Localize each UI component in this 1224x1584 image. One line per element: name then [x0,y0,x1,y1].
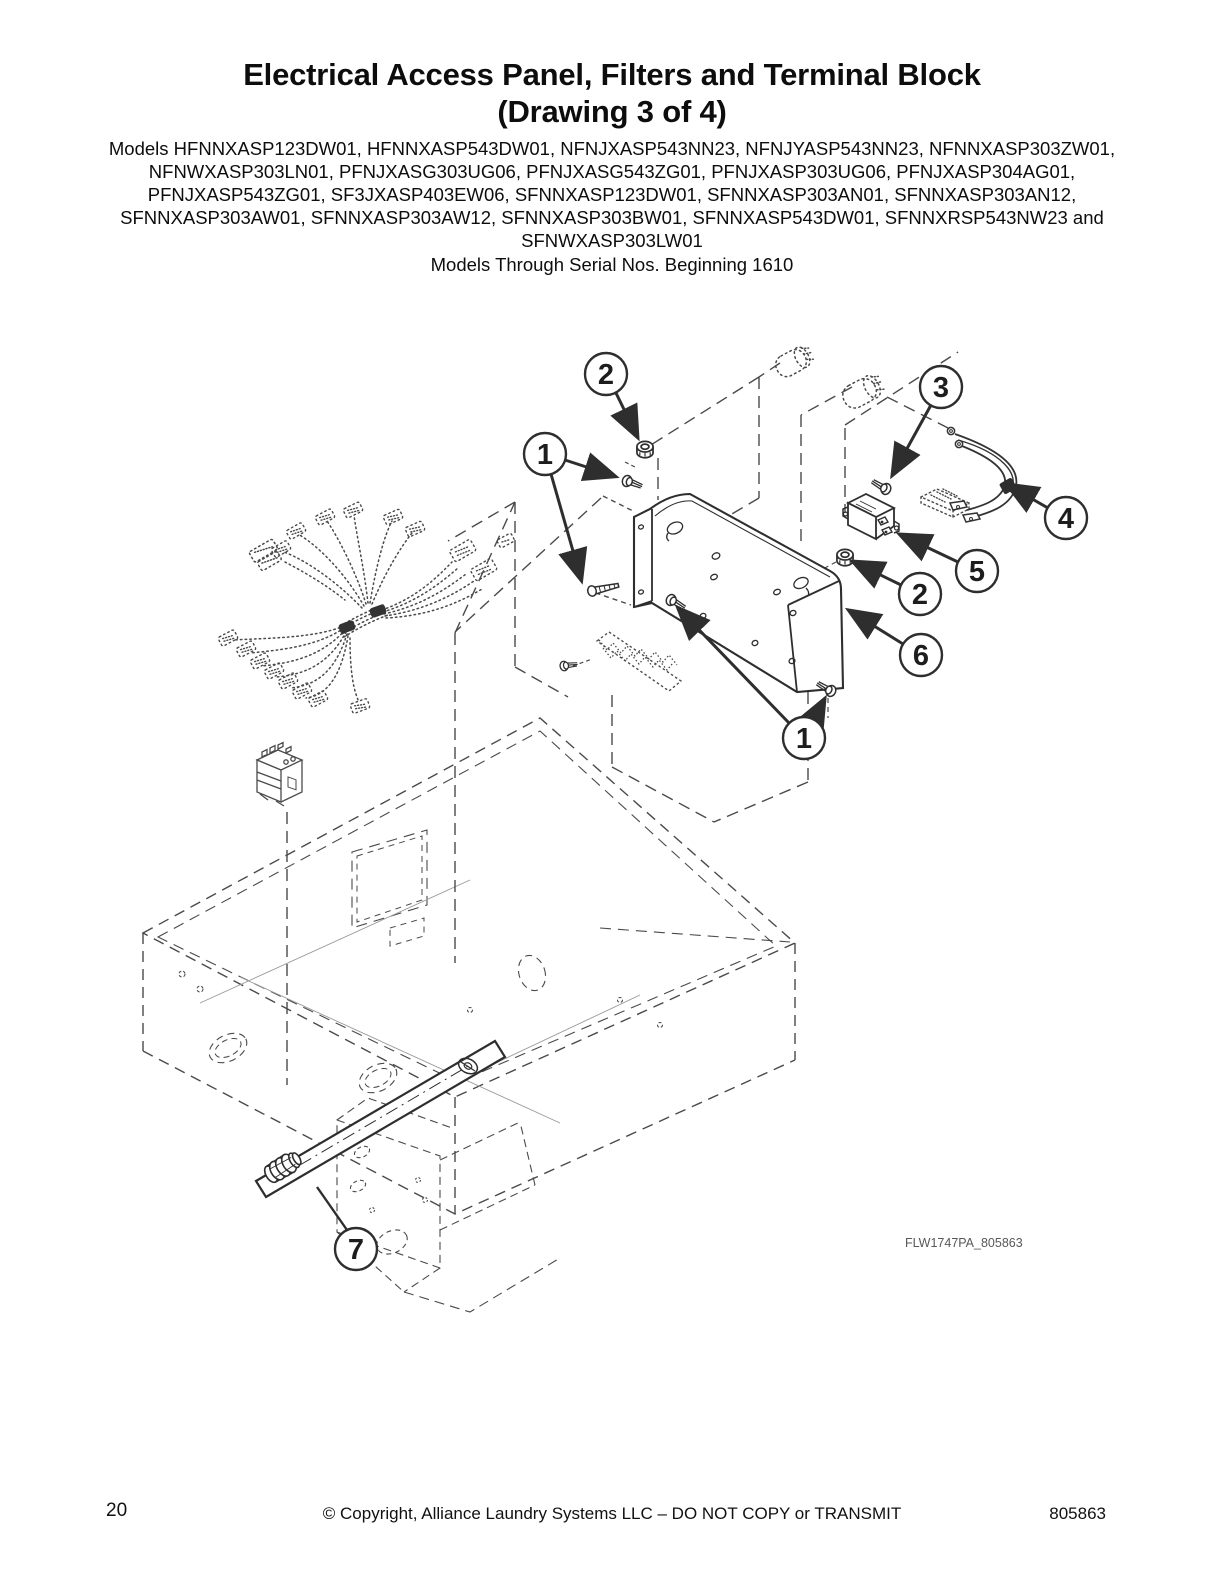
terminal-strip [597,632,681,691]
construction-lines [287,352,958,1085]
model-line: SFNWXASP303LW01 [521,230,703,251]
callouts [317,353,1087,1270]
svg-text:5: 5 [968,556,986,588]
callout-7 [317,1187,377,1270]
emi-filter [843,494,899,539]
serial-note: Models Through Serial Nos. Beginning 1610 [430,254,794,275]
title-line-2: (Drawing 3 of 4) [497,94,727,129]
screw-1a [621,474,644,490]
svg-text:1: 1 [795,723,813,755]
copyright-notice: © Copyright, Alliance Laundry Systems LLC – DO NOT COPY or TRANSMIT [322,1504,902,1523]
callout-2 [585,353,637,436]
nut-2b [837,549,853,565]
screw-1b [587,579,620,597]
screw-3 [869,477,892,496]
terminal-screw [559,659,578,672]
model-line: NFNWXASP303LN01, PFNJXASG303UG06, PFNJXASG543ZG01, PFNJXASP303UG06, PFNJXASP304AG01, [148,161,1076,182]
figure-code: FLW1747PA_805863 [905,1236,1023,1250]
contactor [257,743,302,807]
svg-text:2: 2 [597,359,615,391]
svg-text:7: 7 [347,1234,365,1266]
mounting-bracket [634,494,843,692]
nut-2a [637,441,653,457]
model-line: SFNNXASP303AW01, SFNNXASP303AW12, SFNNXASP303BW01, SFNNXASP543DW01, SFNNXRSP543NW23 and [120,207,1104,228]
title-line-1: Electrical Access Panel, Filters and Terminal Block [243,57,981,92]
jumper-wire-assembly [947,427,1017,522]
svg-text:1: 1 [536,439,554,471]
svg-text:6: 6 [912,640,930,672]
chassis-base-ghost [143,718,795,1312]
svg-text:2: 2 [911,579,929,611]
svg-text:3: 3 [932,372,950,404]
callout-2 [854,562,941,615]
callout-6 [850,611,942,676]
page-number: 20 [106,1500,128,1521]
svg-text:4: 4 [1057,503,1075,535]
model-line: Models HFNNXASP123DW01, HFNNXASP543DW01, NFNJXASP543NN23, NFNJYASP543NN23, NFNNXASP303ZW01, [108,138,1116,159]
wiring-harness [218,502,515,714]
ghost-bushings [772,343,887,412]
callout-3 [893,366,962,474]
callout-4 [1008,485,1087,539]
model-line: PFNJXASP543ZG01, SF3JXASP403EW06, SFNNXASP123DW01, SFNNXASP303AN01, SFNNXASP303AN12, [147,184,1077,205]
access-panel-bar [256,1041,505,1197]
doc-number: 805863 [1049,1504,1106,1523]
